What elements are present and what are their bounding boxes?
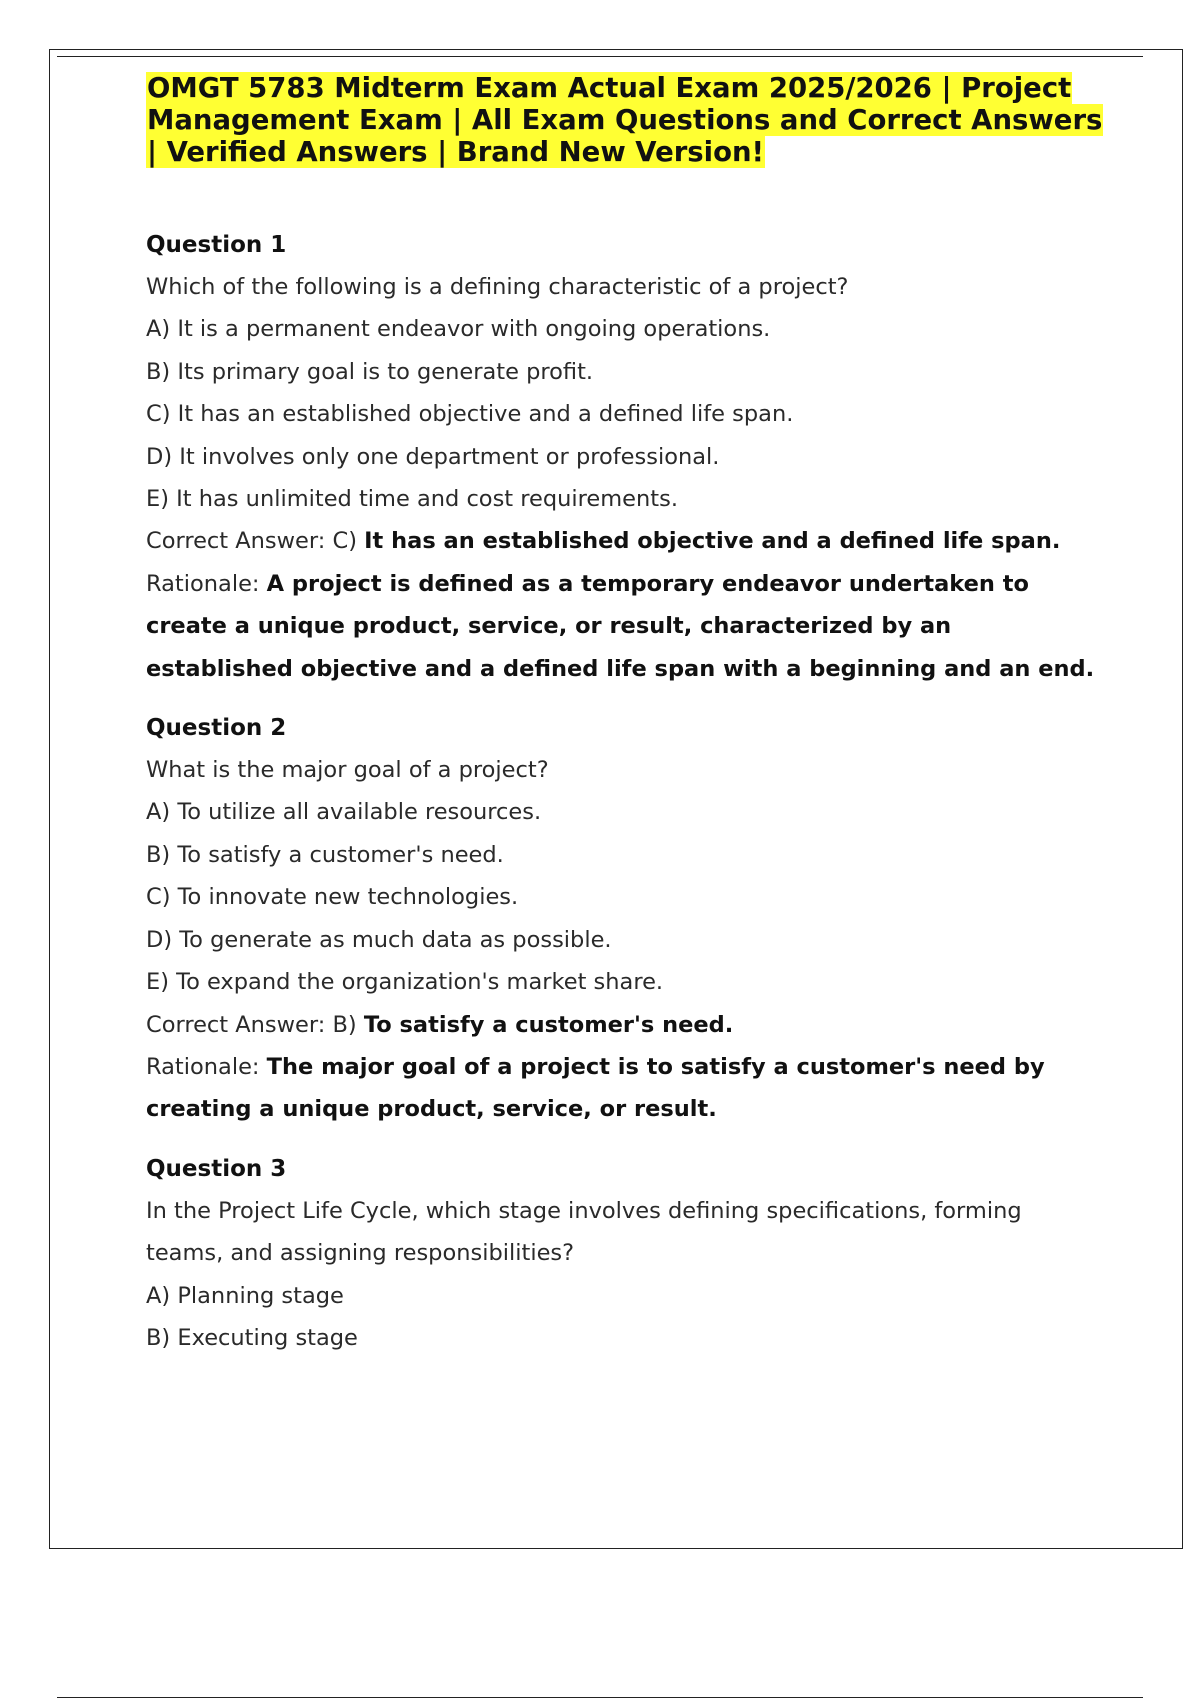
footer-rule	[57, 1697, 1143, 1698]
option-c: C) It has an established objective and a defined life span.	[146, 401, 794, 428]
correct-answer-label: Correct Answer:	[146, 528, 326, 555]
option-c: C) To innovate new technologies.	[146, 884, 519, 911]
correct-answer-text: It has an established objective and a defined life span.	[364, 528, 1061, 555]
option-a: A) It is a permanent endeavor with ongoing operations.	[146, 316, 771, 343]
question-heading: Question 2	[146, 715, 287, 742]
correct-answer-text: To satisfy a customer's need.	[363, 1011, 734, 1038]
question-block-3	[146, 1148, 1096, 1360]
rationale	[146, 563, 1096, 690]
title-highlight: OMGT 5783 Midterm Exam Actual Exam 2025/2026 | Project Management Exam | All Exam Questions and Correct Answers | Verified Answers | Brand New Version!	[147, 72, 1103, 168]
rationale	[146, 1046, 1096, 1131]
document-body	[146, 72, 1103, 1359]
option-d: D) To generate as much data as possible.	[146, 926, 612, 953]
correct-answer-label: Correct Answer:	[146, 1011, 326, 1038]
document-title	[146, 72, 1106, 168]
question-text: In the Project Life Cycle, which stage involves defining specifications, forming teams, and assigning responsibilities?	[146, 1197, 1022, 1267]
option-d: D) It involves only one department or professional.	[146, 443, 720, 470]
option-b: B) Its primary goal is to generate profit.	[146, 358, 594, 385]
question-block-1	[146, 224, 1096, 690]
correct-answer	[146, 520, 1096, 562]
rationale-text: A project is defined as a temporary endeavor undertaken to create a unique product, service, or result, characterized by an established objective and a defined life span with a beginning and an end.	[146, 570, 1095, 682]
rationale-label: Rationale:	[146, 1053, 260, 1080]
question-heading: Question 3	[146, 1155, 287, 1182]
header-rule	[57, 56, 1143, 57]
question-text: What is the major goal of a project?	[146, 757, 549, 784]
option-b: B) Executing stage	[146, 1324, 358, 1351]
rationale-text: The major goal of a project is to satisfy a customer's need by creating a unique product, service, or result.	[146, 1053, 1045, 1123]
correct-answer-letter: B)	[332, 1011, 357, 1038]
question-heading: Question 1	[146, 232, 287, 258]
rationale-label: Rationale:	[146, 570, 260, 597]
question-text: Which of the following is a defining characteristic of a project?	[146, 274, 849, 300]
option-a: A) To utilize all available resources.	[146, 799, 542, 826]
option-e: E) It has unlimited time and cost requirements.	[146, 486, 678, 513]
option-a: A) Planning stage	[146, 1282, 344, 1309]
correct-answer-letter: C)	[332, 528, 357, 555]
question-block-2	[146, 707, 1096, 1131]
correct-answer	[146, 1004, 1096, 1046]
option-e: E) To expand the organization's market share.	[146, 969, 664, 996]
option-b: B) To satisfy a customer's need.	[146, 841, 504, 868]
